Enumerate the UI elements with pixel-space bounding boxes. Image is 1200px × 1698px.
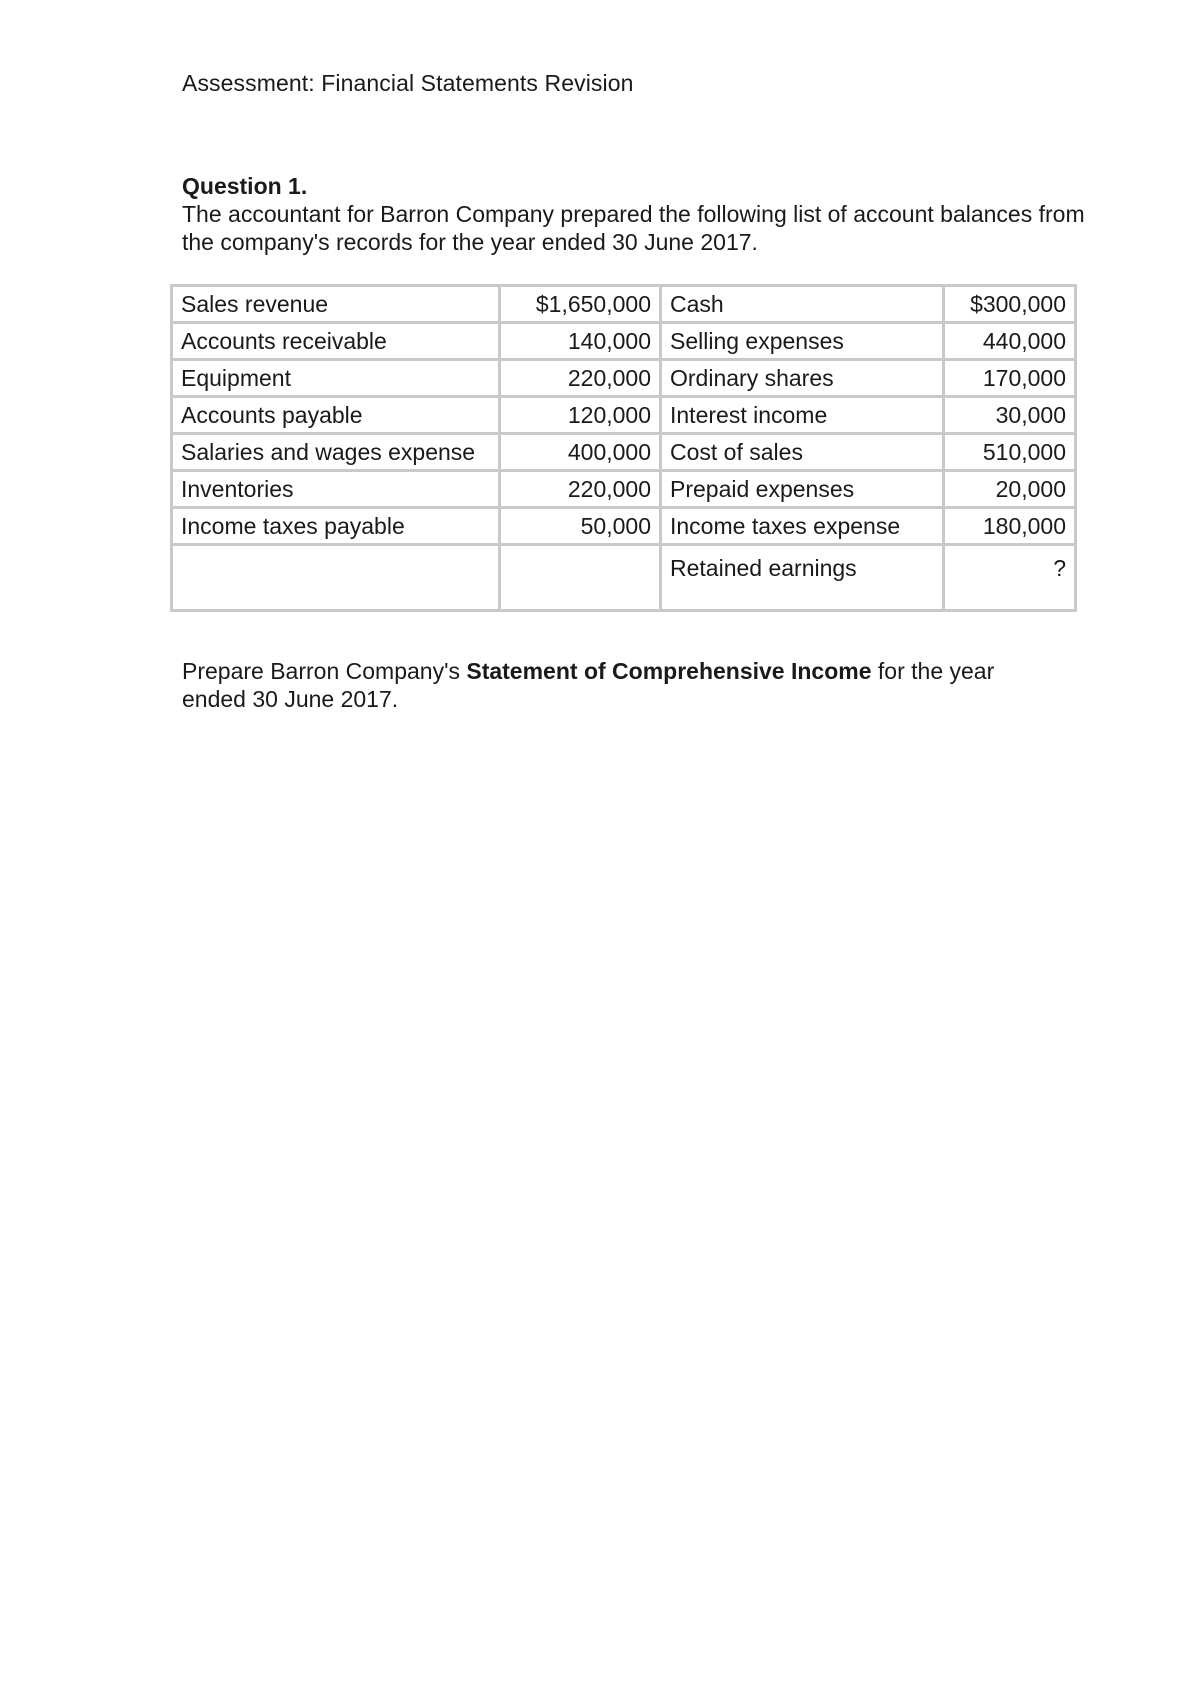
account-amount: 140,000 bbox=[500, 323, 661, 360]
account-amount: 440,000 bbox=[944, 323, 1076, 360]
table-row bbox=[172, 471, 1076, 508]
account-name: Accounts payable bbox=[172, 397, 500, 434]
table-row bbox=[172, 397, 1076, 434]
table-row bbox=[172, 434, 1076, 471]
account-amount: 170,000 bbox=[944, 360, 1076, 397]
account-balances-table bbox=[170, 284, 1077, 612]
account-name: Sales revenue bbox=[172, 286, 500, 323]
account-amount: 400,000 bbox=[500, 434, 661, 471]
table-row bbox=[172, 545, 1076, 611]
account-amount: ? bbox=[944, 545, 1076, 611]
account-amount: 20,000 bbox=[944, 471, 1076, 508]
question-title: Question 1. bbox=[182, 173, 308, 199]
instruction-emphasis: Statement of Comprehensive Income bbox=[466, 658, 872, 684]
account-name: Equipment bbox=[172, 360, 500, 397]
account-name: Ordinary shares bbox=[661, 360, 944, 397]
account-name bbox=[172, 545, 500, 611]
page-header: Assessment: Financial Statements Revision bbox=[182, 70, 634, 96]
table-row bbox=[172, 508, 1076, 545]
account-name: Selling expenses bbox=[661, 323, 944, 360]
account-name: Salaries and wages expense bbox=[172, 434, 500, 471]
table-row bbox=[172, 360, 1076, 397]
table-row bbox=[172, 286, 1076, 323]
account-name: Cost of sales bbox=[661, 434, 944, 471]
account-name: Accounts receivable bbox=[172, 323, 500, 360]
question-intro: The accountant for Barron Company prepared the following list of account balances from the company's records for the year ended 30 June 2017. bbox=[182, 201, 1085, 255]
instruction-before: Prepare Barron Company's bbox=[182, 658, 467, 684]
question-block bbox=[182, 172, 1102, 256]
account-amount: 510,000 bbox=[944, 434, 1076, 471]
account-amount: $300,000 bbox=[944, 286, 1076, 323]
account-name: Income taxes payable bbox=[172, 508, 500, 545]
account-name: Retained earnings bbox=[661, 545, 944, 611]
account-amount: 220,000 bbox=[500, 360, 661, 397]
account-amount: 180,000 bbox=[944, 508, 1076, 545]
table-row bbox=[172, 323, 1076, 360]
instruction-after: for the year ended 30 June 2017. bbox=[182, 658, 995, 712]
account-name: Interest income bbox=[661, 397, 944, 434]
account-name: Income taxes expense bbox=[661, 508, 944, 545]
account-amount: 220,000 bbox=[500, 471, 661, 508]
instruction-text bbox=[182, 657, 1002, 713]
account-amount: 50,000 bbox=[500, 508, 661, 545]
account-name: Inventories bbox=[172, 471, 500, 508]
account-name: Cash bbox=[661, 286, 944, 323]
account-amount: $1,650,000 bbox=[500, 286, 661, 323]
account-amount: 30,000 bbox=[944, 397, 1076, 434]
account-amount bbox=[500, 545, 661, 611]
account-name: Prepaid expenses bbox=[661, 471, 944, 508]
account-amount: 120,000 bbox=[500, 397, 661, 434]
